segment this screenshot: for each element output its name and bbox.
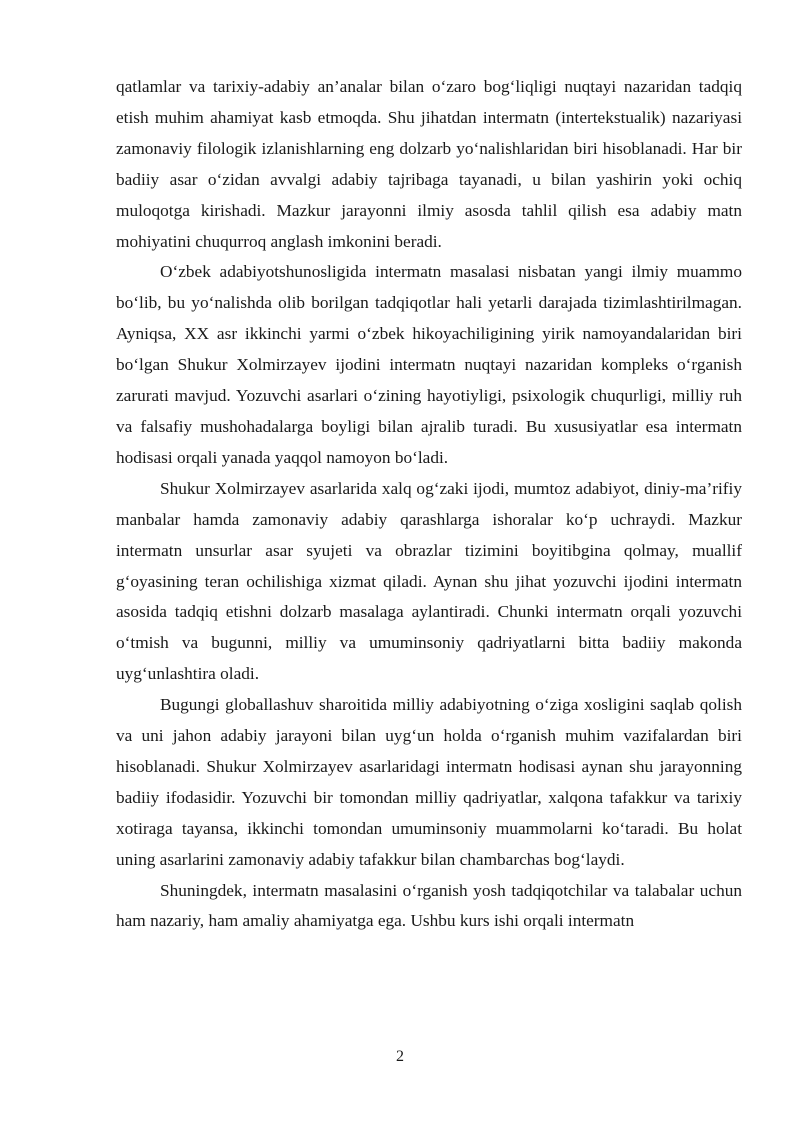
paragraph: Shuningdek, intermatn masalasini o‘rganish yosh tadqiqotchilar va talabalar uchun ham nazariy, ham amaliy ahamiyatga ega. Ushbu kurs ishi orqali intermatn <box>116 880 742 931</box>
page-number: 2 <box>396 1048 404 1065</box>
page-body <box>116 72 742 937</box>
paragraph: Shukur Xolmirzayev asarlarida xalq og‘zaki ijodi, mumtoz adabiyot, diniy-ma’rifiy manbalar hamda zamonaviy adabiy qarashlarga ishoralar ko‘p uchraydi. Mazkur intermatn unsurlar asar syujeti va obrazlar tizimini boyitibgina qolmay, muallif g‘oyasining teran ochilishiga xizmat qiladi. Aynan shu jihat yozuvchi ijodini intermatn asosida tadqiq etishni dolzarb masalaga aylantiradi. Chunki intermatn orqali yozuvchi o‘tmish va bugunni, milliy va umuminsoniy qadriyatlarni bitta badiiy makonda uyg‘unlashtira oladi. <box>116 478 742 684</box>
paragraph: O‘zbek adabiyotshunosligida intermatn masalasi nisbatan yangi ilmiy muammo bo‘lib, bu yo‘nalishda olib borilgan tadqiqotlar hali yetarli darajada tizimlashtirilmagan. Ayniqsa, XX asr ikkinchi yarmi o‘zbek hikoyachiligining yirik namoyandalaridan biri bo‘lgan Shukur Xolmirzayev ijodini intermatn nuqtayi nazaridan kompleks o‘rganish zarurati mavjud. Yozuvchi asarlari o‘zining hayotiyligi, psixologik chuqurligi, milliy ruh va falsafiy mushohadalarga boyligi bilan ajralib turadi. Bu xususiyatlar esa intermatn hodisasi orqali yanada yaqqol namoyon bo‘ladi. <box>116 262 742 467</box>
paragraph-continuation: qatlamlar va tarixiy-adabiy an’analar bilan o‘zaro bog‘liqligi nuqtayi nazaridan tadqiq etish muhim ahamiyat kasb etmoqda. Shu jihatdan intermatn (intertekstualik) nazariyasi zamonaviy filologik izlanishlarning eng dolzarb yo‘nalishlaridan biri hisoblanadi. Har bir badiiy asar o‘zidan avvalgi adabiy tajribaga tayanadi, u bilan yashirin yoki ochiq muloqotga kirishadi. Mazkur jarayonni ilmiy asosda tahlil qilish esa adabiy matn mohiyatini chuqurroq anglash imkonini beradi. <box>116 77 742 251</box>
paragraph: Bugungi globallashuv sharoitida milliy adabiyotning o‘ziga xosligini saqlab qolish va uni jahon adabiy jarayoni bilan uyg‘un holda o‘rganish muhim vazifalardan biri hisoblanadi. Shukur Xolmirzayev asarlaridagi intermatn hodisasi aynan shu jarayonning badiiy ifodasidir. Yozuvchi bir tomondan milliy qadriyatlar, xalqona tafakkur va tarixiy xotiraga tayansa, ikkinchi tomondan umuminsoniy muammolarni ko‘taradi. Bu holat uning asarlarini zamonaviy adabiy tafakkur bilan chambarchas bog‘laydi. <box>116 695 742 869</box>
